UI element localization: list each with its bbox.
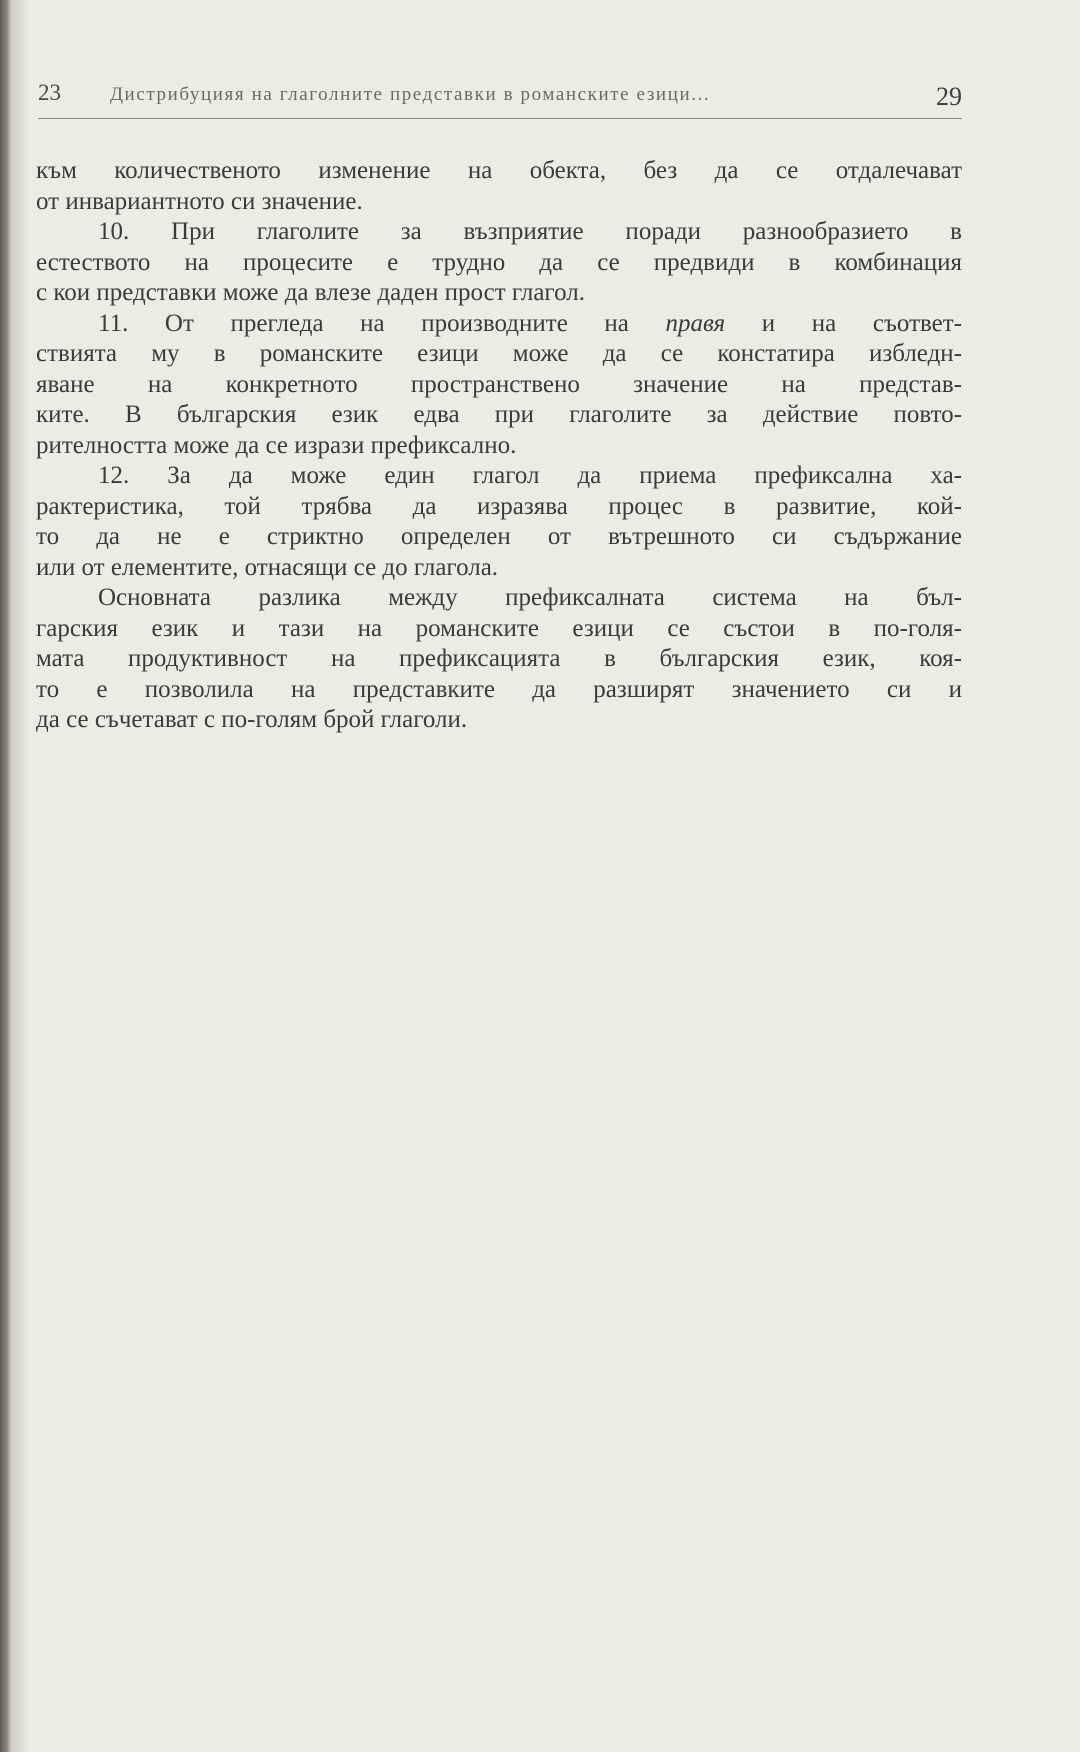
book-binding-edge xyxy=(0,0,12,1752)
text-line: мата продуктивност на префиксацията в българския език, коя- xyxy=(36,645,962,672)
chapter-number: 23 xyxy=(38,80,61,105)
text-line: гарския език и тази на романските езици се състои в по-голя- xyxy=(36,614,962,642)
text-line xyxy=(36,309,962,340)
text-line: ките. В българския език едва при глаголите за действие повто- xyxy=(36,401,962,428)
body-text xyxy=(36,156,962,736)
running-header xyxy=(38,78,962,118)
text-line: да се съчетават с по-голям брой глаголи. xyxy=(36,706,468,733)
header-rule xyxy=(38,118,962,119)
text-line: или от елементите, отнасящи се до глагола. xyxy=(36,553,499,581)
text-line: към количественото изменение на обекта, без да се отдалечават xyxy=(36,157,962,184)
text-line: с кои представки може да влезе даден прост глагол. xyxy=(36,279,585,306)
text-line: яване на конкретното пространствено значение на представ- xyxy=(36,370,962,398)
text-line: рителността може да се изрази префиксално. xyxy=(36,431,517,459)
binding-shadow xyxy=(12,0,30,1752)
text-segment: 11. От прегледа на производните на xyxy=(98,309,629,337)
text-line: то е позволила на представките да разширят значението си и xyxy=(36,675,962,703)
page-number: 29 xyxy=(936,82,962,111)
text-line: от инвариантното си значение. xyxy=(36,187,363,215)
text-line: естеството на процесите е трудно да се предвиди в комбинация xyxy=(36,248,962,276)
text-segment: и на съответ- xyxy=(761,309,963,337)
text-line: 12. За да може един глагол да приема префиксална ха- xyxy=(98,462,962,489)
text-line: Основната разлика между префиксалната система на бъл- xyxy=(98,584,962,611)
running-title: Дистрибуцияя на глаголните представки в романските езици... xyxy=(110,84,711,105)
text-line: 10. При глаголите за възприятие поради разнообразието в xyxy=(98,218,962,245)
italic-term: правя xyxy=(665,309,726,337)
text-line: рактеристика, той трябва да изразява процес в развитие, кой- xyxy=(36,492,962,520)
text-line: ствията му в романските езици може да се констатира избледн- xyxy=(36,340,962,367)
text-line: то да не е стриктно определен от вътрешното си съдържание xyxy=(36,523,962,550)
